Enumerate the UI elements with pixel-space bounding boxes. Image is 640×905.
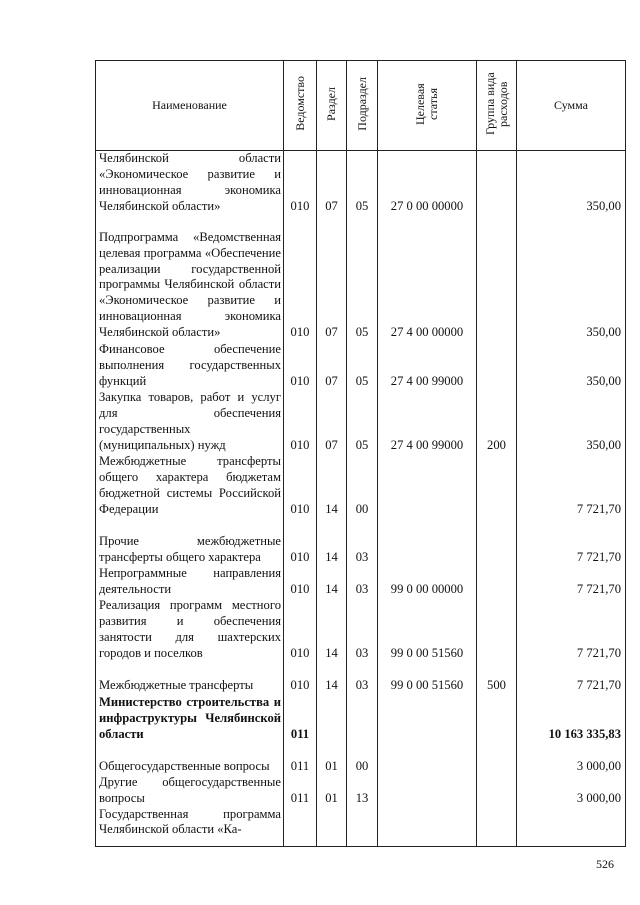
row-celevaya-statya: 27 4 00 99000 — [378, 390, 477, 454]
row-vedomstvo: 010 — [284, 454, 317, 518]
row-summa: 7 721,70 — [517, 454, 626, 518]
row-name: Закупка товаров, работ и услуг для обеспечения государственных (муниципальных) нужд — [96, 390, 284, 454]
row-celevaya-statya — [378, 518, 477, 566]
row-celevaya-statya — [378, 694, 477, 743]
row-razdel: 14 — [317, 598, 347, 662]
row-vedomstvo: 011 — [284, 775, 317, 807]
row-podrazdel: 03 — [347, 662, 378, 694]
row-summa: 7 721,70 — [517, 598, 626, 662]
row-podrazdel: 05 — [347, 341, 378, 390]
header-podrazdel: Подраздел — [347, 61, 378, 151]
header-vedomstvo: Ведомство — [284, 61, 317, 151]
row-vedomstvo: 010 — [284, 215, 317, 341]
row-vedomstvo — [284, 807, 317, 847]
row-gruppa — [477, 775, 517, 807]
header-razdel: Раздел — [317, 61, 347, 151]
row-gruppa — [477, 151, 517, 215]
table-row — [96, 341, 626, 390]
row-razdel: 14 — [317, 566, 347, 598]
row-gruppa — [477, 518, 517, 566]
row-gruppa: 200 — [477, 390, 517, 454]
row-name: Прочие межбюджетные трансферты общего характера — [96, 518, 284, 566]
row-celevaya-statya — [378, 775, 477, 807]
row-gruppa: 500 — [477, 662, 517, 694]
row-name: Подпрограмма «Ведомственная целевая программа «Обеспечение реализации государственной программы Челябинской области «Экономическое развитие и инновационная экономика Челябинской области» — [96, 215, 284, 341]
row-celevaya-statya — [378, 807, 477, 847]
row-celevaya-statya: 99 0 00 00000 — [378, 566, 477, 598]
row-vedomstvo: 010 — [284, 151, 317, 215]
page-number: 526 — [596, 857, 614, 871]
row-summa: 7 721,70 — [517, 518, 626, 566]
row-podrazdel: 00 — [347, 743, 378, 775]
row-celevaya-statya: 99 0 00 51560 — [378, 598, 477, 662]
row-name: Государственная программа Челябинской области «Ка- — [96, 807, 284, 847]
row-celevaya-statya: 99 0 00 51560 — [378, 662, 477, 694]
row-summa: 350,00 — [517, 151, 626, 215]
table-row — [96, 694, 626, 743]
row-summa: 350,00 — [517, 215, 626, 341]
row-name: Общегосударственные вопросы — [96, 743, 284, 775]
row-gruppa — [477, 566, 517, 598]
row-celevaya-statya — [378, 743, 477, 775]
row-podrazdel: 00 — [347, 454, 378, 518]
row-vedomstvo: 011 — [284, 743, 317, 775]
row-summa: 350,00 — [517, 341, 626, 390]
table-header — [96, 61, 626, 151]
row-celevaya-statya: 27 4 00 99000 — [378, 341, 477, 390]
row-summa: 3 000,00 — [517, 743, 626, 775]
table-row — [96, 775, 626, 807]
row-podrazdel: 05 — [347, 215, 378, 341]
table-row — [96, 151, 626, 215]
row-razdel: 07 — [317, 341, 347, 390]
row-name: Межбюджетные трансферты — [96, 662, 284, 694]
row-summa: 350,00 — [517, 390, 626, 454]
row-razdel: 14 — [317, 518, 347, 566]
table-row — [96, 518, 626, 566]
row-podrazdel: 05 — [347, 151, 378, 215]
row-name: Другие общегосударственные вопросы — [96, 775, 284, 807]
row-podrazdel: 13 — [347, 775, 378, 807]
row-vedomstvo: 011 — [284, 694, 317, 743]
row-name: Межбюджетные трансферты общего характера бюджетам бюджетной системы Российской Федерации — [96, 454, 284, 518]
row-vedomstvo: 010 — [284, 518, 317, 566]
row-name: Непрограммные направления деятельности — [96, 566, 284, 598]
header-gruppa-vida-rashodov: Группа вида расходов — [477, 61, 517, 151]
row-razdel: 07 — [317, 151, 347, 215]
row-summa: 3 000,00 — [517, 775, 626, 807]
row-podrazdel: 03 — [347, 518, 378, 566]
row-vedomstvo: 010 — [284, 341, 317, 390]
table-row — [96, 454, 626, 518]
row-razdel: 01 — [317, 775, 347, 807]
row-name: Министерство строительства и инфраструктуры Челябинской области — [96, 694, 284, 743]
row-gruppa — [477, 598, 517, 662]
row-podrazdel — [347, 807, 378, 847]
budget-table — [95, 60, 626, 847]
row-gruppa — [477, 743, 517, 775]
header-celevaya-statya: Целевая статья — [378, 61, 477, 151]
row-razdel: 07 — [317, 390, 347, 454]
row-celevaya-statya — [378, 454, 477, 518]
row-summa — [517, 807, 626, 847]
row-podrazdel: 05 — [347, 390, 378, 454]
table-row — [96, 662, 626, 694]
row-razdel — [317, 694, 347, 743]
row-vedomstvo: 010 — [284, 598, 317, 662]
row-summa: 7 721,70 — [517, 566, 626, 598]
row-gruppa — [477, 694, 517, 743]
row-celevaya-statya: 27 4 00 00000 — [378, 215, 477, 341]
table-row — [96, 743, 626, 775]
header-name: Наименование — [96, 61, 284, 151]
table-row — [96, 566, 626, 598]
row-summa: 7 721,70 — [517, 662, 626, 694]
row-name: Финансовое обеспечение выполнения государственных функций — [96, 341, 284, 390]
header-summa: Сумма — [517, 61, 626, 151]
row-podrazdel: 03 — [347, 598, 378, 662]
row-name: Реализация программ местного развития и обеспечения занятости для шахтерских городов и поселков — [96, 598, 284, 662]
row-name: Челябинской области «Экономическое развитие и инновационная экономика Челябинской области» — [96, 151, 284, 215]
row-podrazdel: 03 — [347, 566, 378, 598]
row-summa: 10 163 335,83 — [517, 694, 626, 743]
row-celevaya-statya: 27 0 00 00000 — [378, 151, 477, 215]
row-vedomstvo: 010 — [284, 662, 317, 694]
table-row — [96, 215, 626, 341]
row-gruppa — [477, 215, 517, 341]
row-gruppa — [477, 341, 517, 390]
table-row — [96, 598, 626, 662]
row-razdel: 14 — [317, 454, 347, 518]
row-vedomstvo: 010 — [284, 566, 317, 598]
table-row — [96, 807, 626, 847]
row-razdel — [317, 807, 347, 847]
row-gruppa — [477, 807, 517, 847]
row-razdel: 01 — [317, 743, 347, 775]
table-body — [96, 151, 626, 847]
row-razdel: 07 — [317, 215, 347, 341]
row-vedomstvo: 010 — [284, 390, 317, 454]
row-razdel: 14 — [317, 662, 347, 694]
row-podrazdel — [347, 694, 378, 743]
row-gruppa — [477, 454, 517, 518]
table-row — [96, 390, 626, 454]
